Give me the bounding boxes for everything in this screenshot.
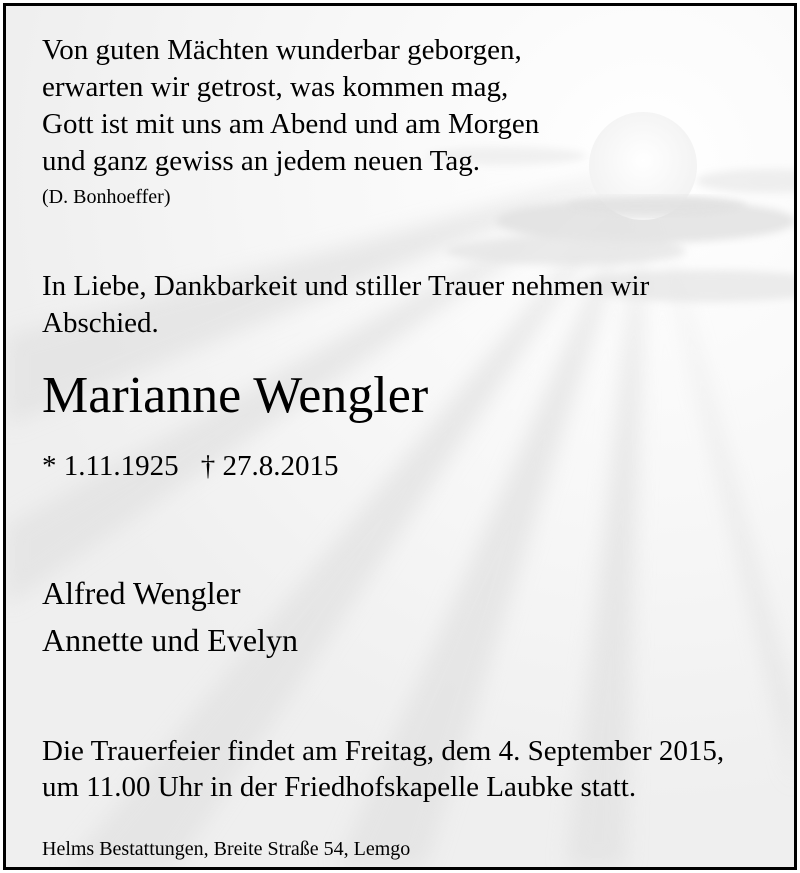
obituary-notice	[3, 3, 797, 870]
birth-date: * 1.11.1925	[42, 450, 179, 482]
poem-line: Gott ist mit uns am Abend und am Morgen	[42, 108, 540, 140]
death-date: † 27.8.2015	[200, 450, 339, 482]
undertaker-info: Helms Bestattungen, Breite Straße 54, Lemgo	[42, 838, 411, 860]
intro-text	[42, 272, 649, 346]
funeral-line: um 11.00 Uhr in der Friedhofskapelle Laubke statt.	[42, 771, 637, 803]
poem-line: und ganz gewiss an jedem neuen Tag.	[42, 145, 480, 177]
poem-attribution: (D. Bonhoeffer)	[42, 186, 171, 208]
family-line: Annette und Evelyn	[42, 622, 298, 658]
intro-line: Abschied.	[42, 307, 159, 339]
life-dates	[42, 452, 338, 481]
poem-line: Von guten Mächten wunderbar geborgen,	[42, 34, 522, 66]
funeral-line: Die Trauerfeier findet am Freitag, dem 4. September 2015,	[42, 735, 725, 767]
intro-line: In Liebe, Dankbarkeit und stiller Trauer nehmen wir	[42, 270, 650, 302]
poem-line: erwarten wir getrost, was kommen mag,	[42, 71, 509, 103]
deceased-name: Marianne Wengler	[42, 367, 429, 424]
poem	[42, 36, 539, 184]
family-line: Alfred Wengler	[42, 575, 241, 611]
funeral-info	[42, 737, 724, 809]
